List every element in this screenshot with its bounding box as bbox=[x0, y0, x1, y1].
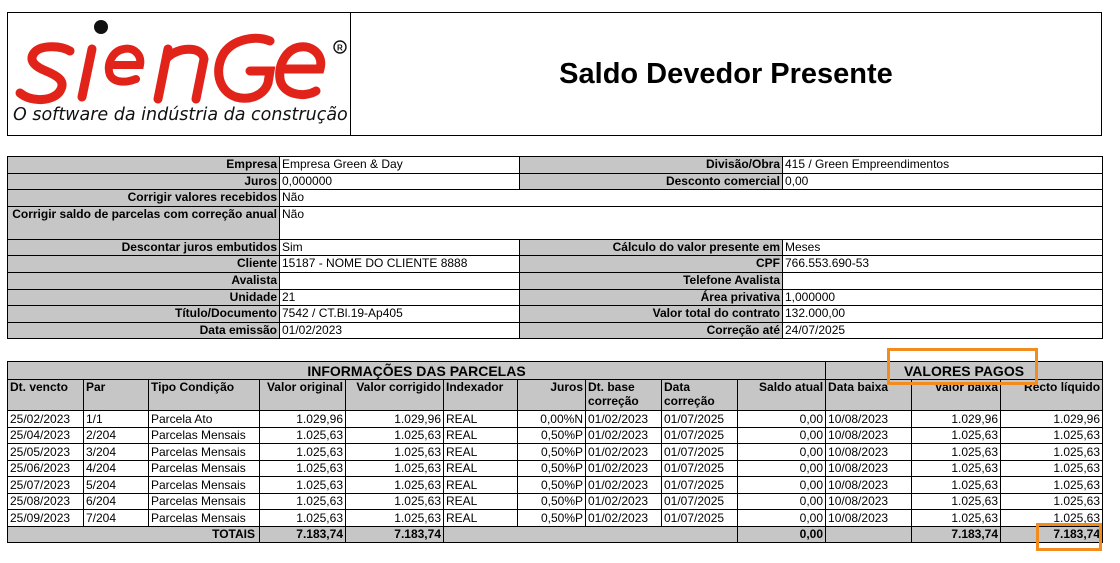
corrigir-valores-value: Não bbox=[280, 190, 1103, 207]
cell-saldo-atual: 0,00 bbox=[738, 427, 826, 444]
cell-data-baixa: 10/08/2023 bbox=[826, 427, 912, 444]
cell-valor-corrigido: 1.025,63 bbox=[346, 493, 444, 510]
cell-data-baixa: 10/08/2023 bbox=[826, 493, 912, 510]
cell-valor-original: 1.025,63 bbox=[260, 493, 346, 510]
svg-text:R: R bbox=[337, 43, 343, 53]
cell-indexador: REAL bbox=[444, 427, 518, 444]
cell-dt-vencto: 25/05/2023 bbox=[8, 444, 84, 461]
valor-total-value: 132.000,00 bbox=[783, 306, 1103, 323]
calculo-vp-label: Cálculo do valor presente em bbox=[520, 239, 783, 256]
corrigir-valores-label: Corrigir valores recebidos bbox=[8, 190, 280, 207]
divisao-value: 415 / Green Empreendimentos bbox=[783, 157, 1103, 174]
cell-saldo-atual: 0,00 bbox=[738, 477, 826, 494]
cell-tipo: Parcelas Mensais bbox=[149, 477, 260, 494]
cell-valor-baixa: 1.025,63 bbox=[912, 444, 1001, 461]
cell-par: 6/204 bbox=[84, 493, 149, 510]
table-row bbox=[8, 477, 1103, 494]
cell-dt-base: 01/02/2023 bbox=[586, 427, 662, 444]
cell-saldo-atual: 0,00 bbox=[738, 510, 826, 527]
cell-par: 1/1 bbox=[84, 411, 149, 428]
cell-juros: 0,00%N bbox=[518, 411, 586, 428]
cell-valor-baixa: 1.025,63 bbox=[912, 477, 1001, 494]
calculo-vp-value: Meses bbox=[783, 239, 1103, 256]
cell-data-correcao: 01/07/2025 bbox=[662, 444, 738, 461]
cell-tipo: Parcelas Mensais bbox=[149, 510, 260, 527]
telefone-avalista-label: Telefone Avalista bbox=[520, 272, 783, 289]
cell-dt-vencto: 25/09/2023 bbox=[8, 510, 84, 527]
cell-data-baixa: 10/08/2023 bbox=[826, 444, 912, 461]
cell-dt-base: 01/02/2023 bbox=[586, 444, 662, 461]
group-paid-header: VALORES PAGOS bbox=[826, 362, 1103, 380]
total-valor-original: 7.183,74 bbox=[260, 526, 346, 543]
cell-valor-original: 1.025,63 bbox=[260, 444, 346, 461]
telefone-avalista-value bbox=[783, 272, 1103, 289]
cell-valor-baixa: 1.025,63 bbox=[912, 493, 1001, 510]
group-info-header: INFORMAÇÕES DAS PARCELAS bbox=[8, 362, 826, 380]
desconto-value: 0,00 bbox=[783, 173, 1103, 190]
corrigir-saldo-label: Corrigir saldo de parcelas com correção anual bbox=[8, 206, 280, 239]
cell-tipo: Parcelas Mensais bbox=[149, 427, 260, 444]
cell-valor-original: 1.025,63 bbox=[260, 427, 346, 444]
info-row bbox=[8, 256, 1103, 273]
cpf-value: 766.553.690-53 bbox=[783, 256, 1103, 273]
cell-par: 7/204 bbox=[84, 510, 149, 527]
total-saldo-atual: 0,00 bbox=[738, 526, 826, 543]
area-privativa-value: 1,000000 bbox=[783, 289, 1103, 306]
totals-row bbox=[8, 526, 1103, 543]
cell-data-correcao: 01/07/2025 bbox=[662, 427, 738, 444]
correcao-ate-label: Correção até bbox=[520, 322, 783, 339]
titulo-label: Título/Documento bbox=[8, 306, 280, 323]
cell-indexador: REAL bbox=[444, 510, 518, 527]
col-data-correcao: Data correção bbox=[662, 380, 738, 411]
cell-tipo: Parcelas Mensais bbox=[149, 493, 260, 510]
cell-valor-baixa: 1.029,96 bbox=[912, 411, 1001, 428]
logo-tagline: O software da indústria da construção bbox=[13, 105, 348, 125]
cell-recto-liquido: 1.025,63 bbox=[1001, 460, 1103, 477]
col-juros: Juros bbox=[518, 380, 586, 411]
contract-info-table bbox=[7, 156, 1103, 339]
valor-total-label: Valor total do contrato bbox=[520, 306, 783, 323]
total-recto-liquido: 7.183,74 bbox=[1001, 526, 1103, 543]
empresa-label: Empresa bbox=[8, 157, 280, 174]
total-valor-corrigido: 7.183,74 bbox=[346, 526, 444, 543]
cell-valor-corrigido: 1.025,63 bbox=[346, 444, 444, 461]
cell-valor-baixa: 1.025,63 bbox=[912, 510, 1001, 527]
col-data-baixa: Data baixa bbox=[826, 380, 912, 411]
table-row bbox=[8, 510, 1103, 527]
totals-spacer bbox=[444, 526, 738, 543]
cell-dt-base: 01/02/2023 bbox=[586, 493, 662, 510]
installments-body bbox=[8, 411, 1103, 527]
cell-saldo-atual: 0,00 bbox=[738, 444, 826, 461]
cell-valor-corrigido: 1.025,63 bbox=[346, 427, 444, 444]
col-saldo-atual: Saldo atual bbox=[738, 380, 826, 411]
cell-indexador: REAL bbox=[444, 493, 518, 510]
cell-saldo-atual: 0,00 bbox=[738, 460, 826, 477]
col-par: Par bbox=[84, 380, 149, 411]
cell-valor-original: 1.029,96 bbox=[260, 411, 346, 428]
juros-label: Juros bbox=[8, 173, 280, 190]
cell-data-baixa: 10/08/2023 bbox=[826, 477, 912, 494]
sienge-logo bbox=[8, 13, 351, 135]
cell-valor-original: 1.025,63 bbox=[260, 460, 346, 477]
col-tipo: Tipo Condição bbox=[149, 380, 260, 411]
cell-par: 2/204 bbox=[84, 427, 149, 444]
cell-valor-baixa: 1.025,63 bbox=[912, 427, 1001, 444]
cell-recto-liquido: 1.029,96 bbox=[1001, 411, 1103, 428]
info-row bbox=[8, 289, 1103, 306]
column-header-row bbox=[8, 380, 1103, 411]
cell-dt-base: 01/02/2023 bbox=[586, 510, 662, 527]
table-row bbox=[8, 427, 1103, 444]
cell-juros: 0,50%P bbox=[518, 444, 586, 461]
area-privativa-label: Área privativa bbox=[520, 289, 783, 306]
info-row bbox=[8, 173, 1103, 190]
juros-value: 0,000000 bbox=[280, 173, 520, 190]
cell-juros: 0,50%P bbox=[518, 427, 586, 444]
report-title: Saldo Devedor Presente bbox=[559, 57, 893, 90]
correcao-ate-value: 24/07/2025 bbox=[783, 322, 1103, 339]
data-emissao-value: 01/02/2023 bbox=[280, 322, 520, 339]
info-row bbox=[8, 306, 1103, 323]
cell-valor-corrigido: 1.025,63 bbox=[346, 460, 444, 477]
info-row bbox=[8, 272, 1103, 289]
cell-juros: 0,50%P bbox=[518, 460, 586, 477]
cell-recto-liquido: 1.025,63 bbox=[1001, 510, 1103, 527]
cell-dt-vencto: 25/08/2023 bbox=[8, 493, 84, 510]
col-valor-original: Valor original bbox=[260, 380, 346, 411]
cell-dt-base: 01/02/2023 bbox=[586, 460, 662, 477]
cliente-value: 15187 - NOME DO CLIENTE 8888 bbox=[280, 256, 520, 273]
col-valor-baixa: Valor baixa bbox=[912, 380, 1001, 411]
cell-par: 4/204 bbox=[84, 460, 149, 477]
cell-recto-liquido: 1.025,63 bbox=[1001, 493, 1103, 510]
cell-dt-vencto: 25/07/2023 bbox=[8, 477, 84, 494]
table-row bbox=[8, 460, 1103, 477]
cell-data-correcao: 01/07/2025 bbox=[662, 477, 738, 494]
info-row bbox=[8, 322, 1103, 339]
table-row bbox=[8, 444, 1103, 461]
cell-tipo: Parcelas Mensais bbox=[149, 460, 260, 477]
cell-recto-liquido: 1.025,63 bbox=[1001, 444, 1103, 461]
cell-recto-liquido: 1.025,63 bbox=[1001, 477, 1103, 494]
titulo-value: 7542 / CT.Bl.19-Ap405 bbox=[280, 306, 520, 323]
empresa-value: Empresa Green & Day bbox=[280, 157, 520, 174]
installments-table bbox=[7, 361, 1103, 543]
cell-dt-base: 01/02/2023 bbox=[586, 411, 662, 428]
table-row bbox=[8, 493, 1103, 510]
cell-par: 3/204 bbox=[84, 444, 149, 461]
info-row bbox=[8, 239, 1103, 256]
info-row bbox=[8, 190, 1103, 207]
table-row bbox=[8, 411, 1103, 428]
cell-juros: 0,50%P bbox=[518, 510, 586, 527]
desconto-label: Desconto comercial bbox=[520, 173, 783, 190]
cell-data-correcao: 01/07/2025 bbox=[662, 460, 738, 477]
cell-data-baixa: 10/08/2023 bbox=[826, 510, 912, 527]
group-header-row bbox=[8, 362, 1103, 380]
cell-data-correcao: 01/07/2025 bbox=[662, 493, 738, 510]
unidade-label: Unidade bbox=[8, 289, 280, 306]
cell-indexador: REAL bbox=[444, 444, 518, 461]
cell-data-correcao: 01/07/2025 bbox=[662, 510, 738, 527]
info-row bbox=[8, 206, 1103, 239]
descontar-juros-label: Descontar juros embutidos bbox=[8, 239, 280, 256]
avalista-label: Avalista bbox=[8, 272, 280, 289]
totals-label: TOTAIS bbox=[8, 526, 260, 543]
cell-indexador: REAL bbox=[444, 460, 518, 477]
cell-valor-corrigido: 1.029,96 bbox=[346, 411, 444, 428]
unidade-value: 21 bbox=[280, 289, 520, 306]
cell-data-baixa: 10/08/2023 bbox=[826, 460, 912, 477]
cell-valor-original: 1.025,63 bbox=[260, 477, 346, 494]
cpf-label: CPF bbox=[520, 256, 783, 273]
col-recto-liquido: Recto líquido bbox=[1001, 380, 1103, 411]
cell-valor-baixa: 1.025,63 bbox=[912, 460, 1001, 477]
data-emissao-label: Data emissão bbox=[8, 322, 280, 339]
cell-dt-vencto: 25/06/2023 bbox=[8, 460, 84, 477]
cell-data-correcao: 01/07/2025 bbox=[662, 411, 738, 428]
avalista-value bbox=[280, 272, 520, 289]
cell-indexador: REAL bbox=[444, 411, 518, 428]
cell-tipo: Parcela Ato bbox=[149, 411, 260, 428]
cell-valor-corrigido: 1.025,63 bbox=[346, 477, 444, 494]
col-valor-corrigido: Valor corrigido bbox=[346, 380, 444, 411]
cell-valor-corrigido: 1.025,63 bbox=[346, 510, 444, 527]
cell-indexador: REAL bbox=[444, 477, 518, 494]
report-header bbox=[7, 12, 1102, 136]
divisao-label: Divisão/Obra bbox=[520, 157, 783, 174]
cell-juros: 0,50%P bbox=[518, 477, 586, 494]
cell-saldo-atual: 0,00 bbox=[738, 493, 826, 510]
sienge-logo-mark bbox=[12, 19, 348, 107]
cell-dt-vencto: 25/02/2023 bbox=[8, 411, 84, 428]
cell-valor-original: 1.025,63 bbox=[260, 510, 346, 527]
cell-tipo: Parcelas Mensais bbox=[149, 444, 260, 461]
corrigir-saldo-value: Não bbox=[280, 206, 1103, 239]
cell-data-baixa: 10/08/2023 bbox=[826, 411, 912, 428]
cell-juros: 0,50%P bbox=[518, 493, 586, 510]
cell-par: 5/204 bbox=[84, 477, 149, 494]
info-row bbox=[8, 157, 1103, 174]
descontar-juros-value: Sim bbox=[280, 239, 520, 256]
col-dt-base: Dt. base correção bbox=[586, 380, 662, 411]
cell-saldo-atual: 0,00 bbox=[738, 411, 826, 428]
cell-dt-base: 01/02/2023 bbox=[586, 477, 662, 494]
cliente-label: Cliente bbox=[8, 256, 280, 273]
total-valor-baixa: 7.183,74 bbox=[912, 526, 1001, 543]
cell-dt-vencto: 25/04/2023 bbox=[8, 427, 84, 444]
totals-spacer bbox=[826, 526, 912, 543]
col-dt-vencto: Dt. vencto bbox=[8, 380, 84, 411]
cell-recto-liquido: 1.025,63 bbox=[1001, 427, 1103, 444]
col-indexador: Indexador bbox=[444, 380, 518, 411]
